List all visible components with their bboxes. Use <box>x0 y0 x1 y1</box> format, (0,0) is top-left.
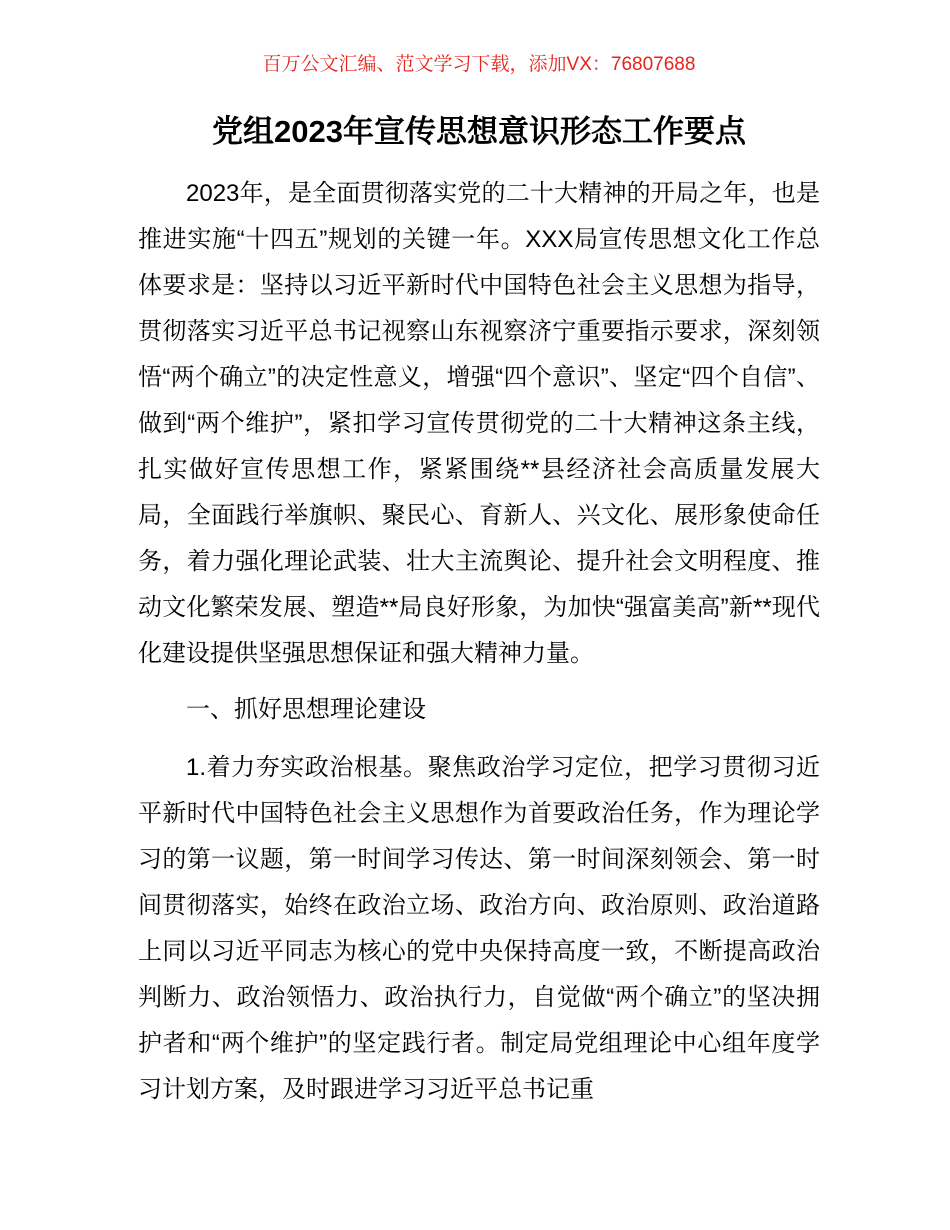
watermark-notice: 百万公文汇编、范文学习下载，添加VX：76807688 <box>262 54 696 75</box>
intro-paragraph: 2023年，是全面贯彻落实党的二十大精神的开局之年，也是推进实施“十四五”规划的关键一年。XXX局宣传思想文化工作总体要求是：坚持以习近平新时代中国特色社会主义思想为指导，贯彻落实习近平总书记视察山东视察济宁重要指示要求，深刻领悟“两个确立”的决定性意义，增强“四个意识”、坚定“四个自信”、做到“两个维护”，紧扣学习宣传贯彻党的二十大精神这条主线，扎实做好宣传思想工作，紧紧围绕**县经济社会高质量发展大局，全面践行举旗帜、聚民心、育新人、兴文化、展形象使命任务，着力强化理论武装、壮大主流舆论、提升社会文明程度、推动文化繁荣发展、塑造**局良好形象，为加快“强富美高”新**现代化建设提供坚强思想保证和强大精神力量。 <box>138 180 820 667</box>
section-heading: 一、抓好思想理论建设 <box>186 696 426 723</box>
document-body <box>138 171 820 1113</box>
section-paragraph: 1.着力夯实政治根基。聚焦政治学习定位，把学习贯彻习近平新时代中国特色社会主义思想作为首要政治任务，作为理论学习的第一议题，第一时间学习传达、第一时间深刻领会、第一时间贯彻落实，始终在政治立场、政治方向、政治原则、政治道路上同以习近平同志为核心的党中央保持高度一致，不断提高政治判断力、政治领悟力、政治执行力，自觉做“两个确立”的坚决拥护者和“两个维护”的坚定践行者。制定局党组理论中心组年度学习计划方案，及时跟进学习习近平总书记重 <box>138 754 820 1103</box>
document-title: 党组2023年宣传思想意识形态工作要点 <box>212 114 746 149</box>
